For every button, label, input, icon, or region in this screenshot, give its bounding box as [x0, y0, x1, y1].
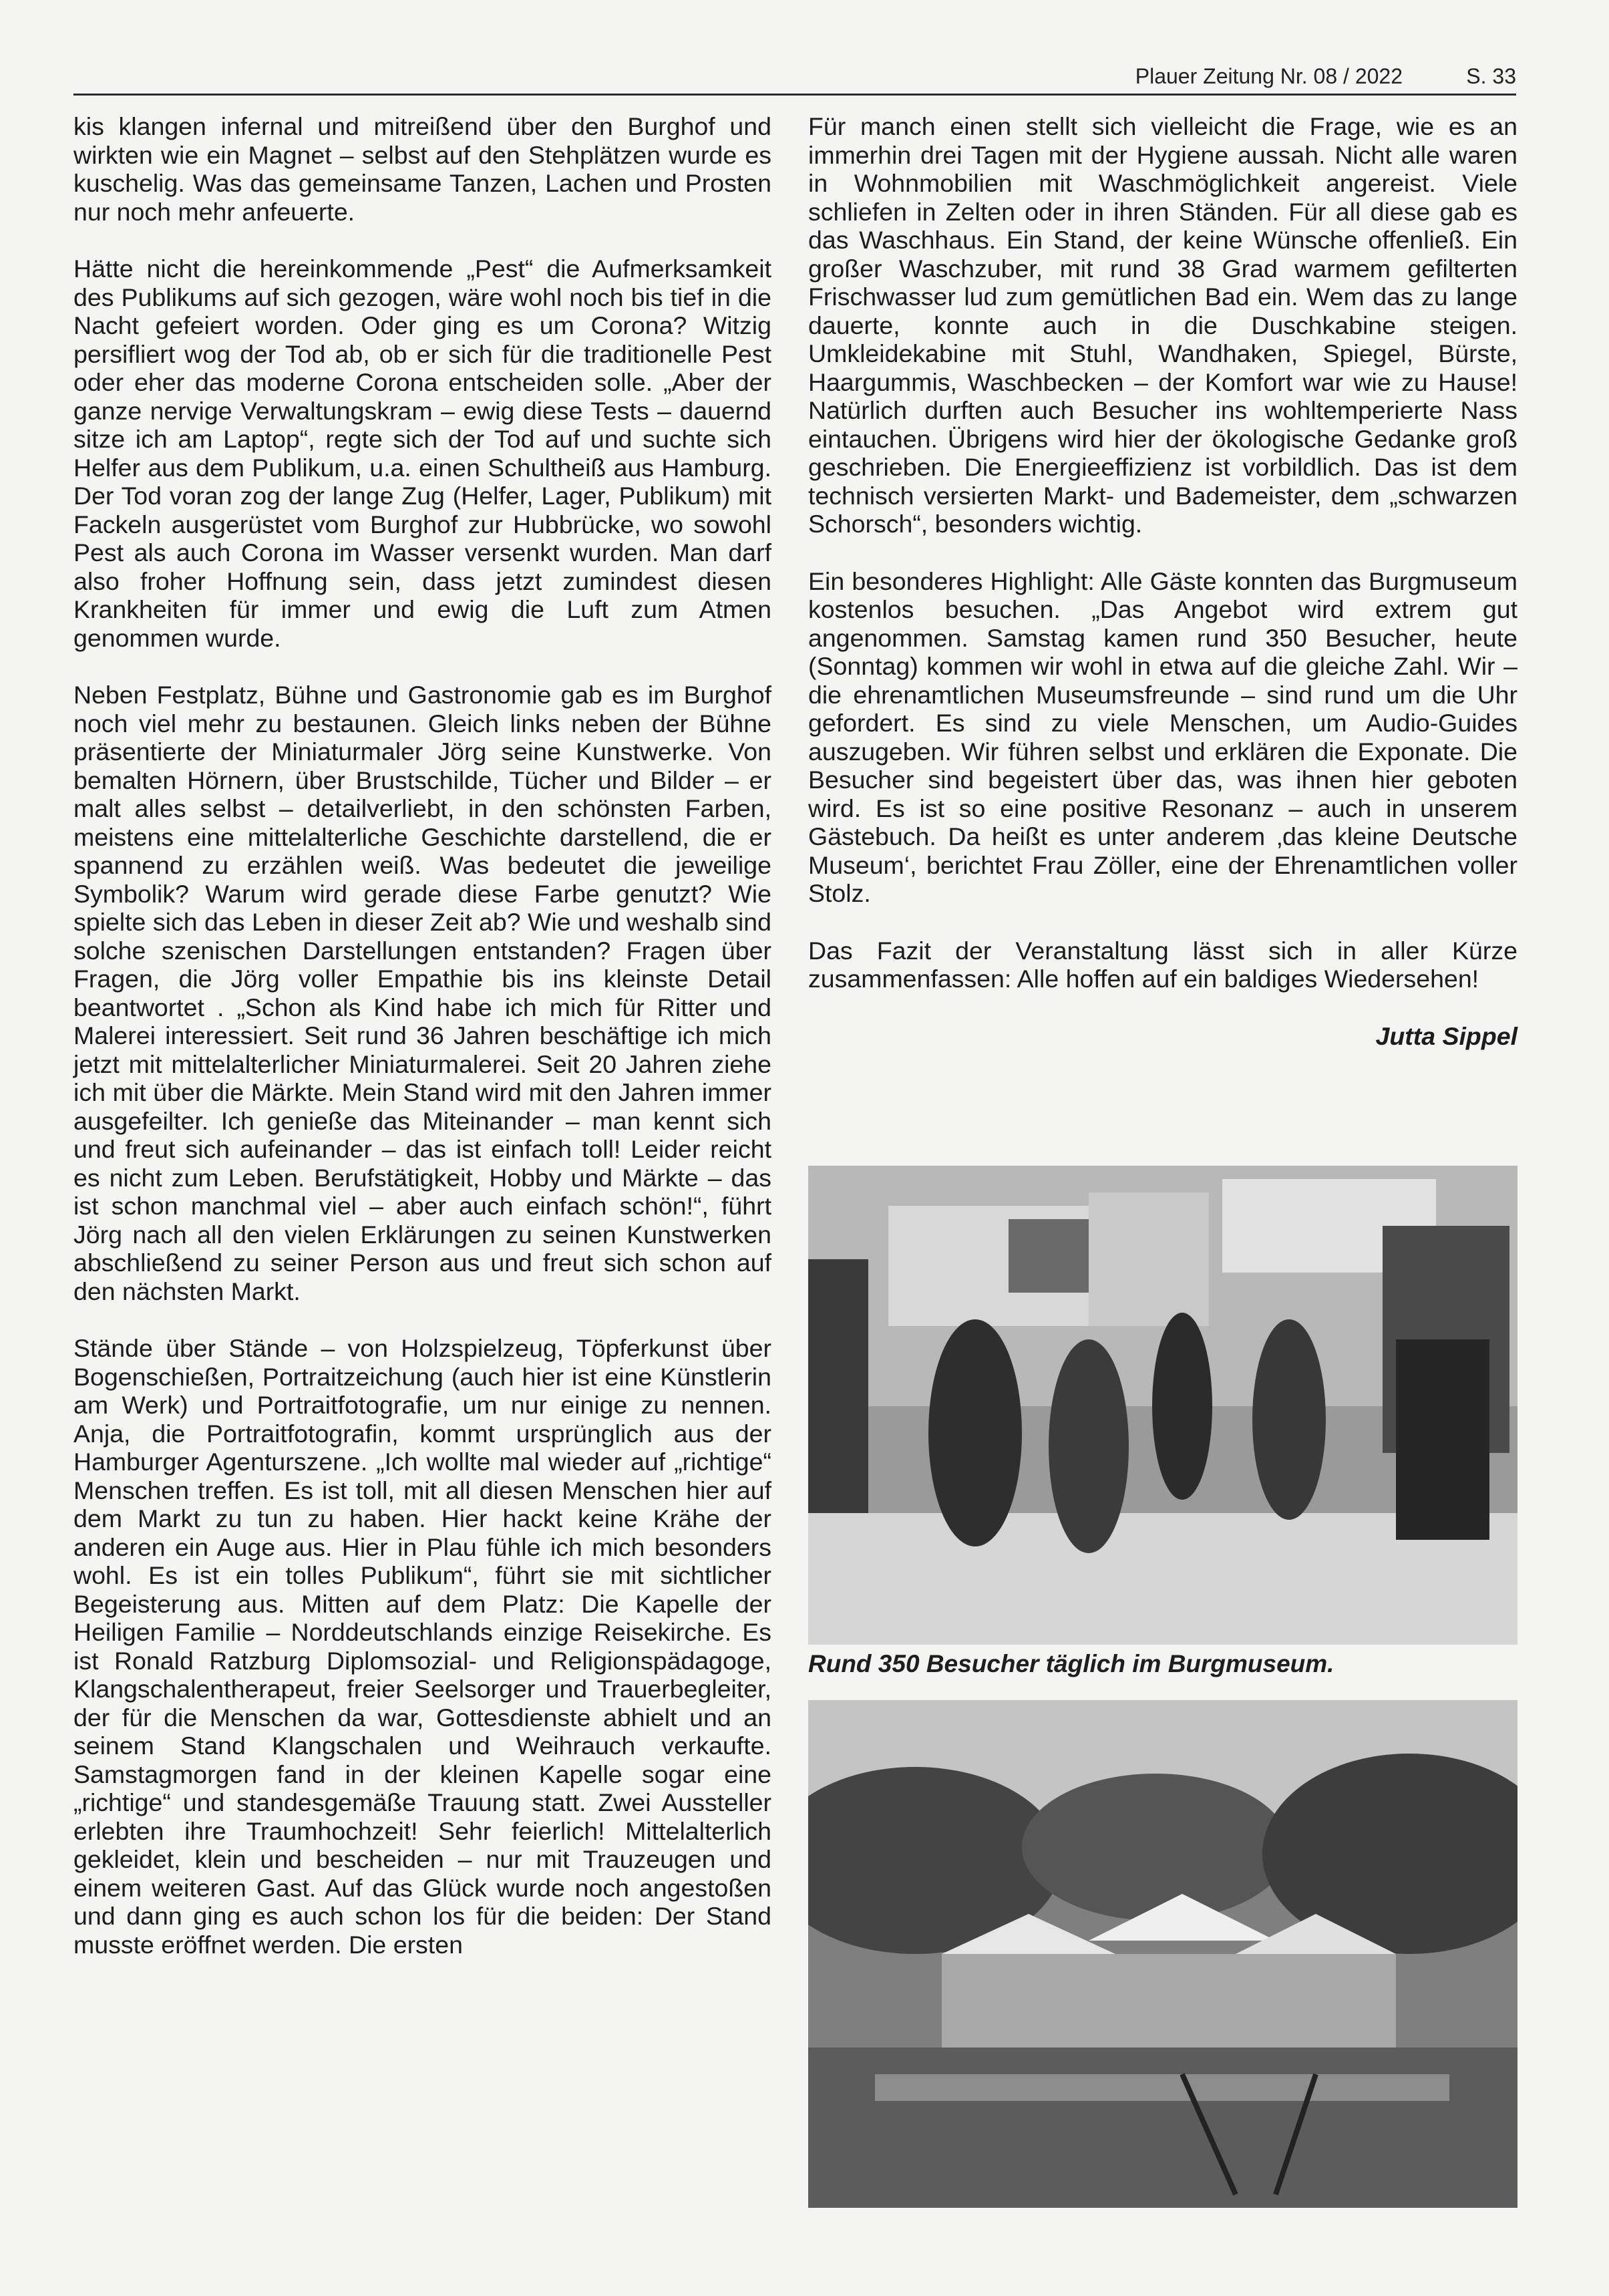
author-byline: Jutta Sippel: [1375, 1021, 1517, 1050]
left-column: [73, 112, 771, 1987]
paragraph: Hätte nicht die hereinkommende „Pest“ die Aufmerksamkeit des Publikums auf sich gezogen, wäre wohl noch bis tief in die Nacht gefeiert worden. Oder ging es um Corona? Witzig persifliert wog der Tod ab, ob er sich für die traditionelle Pest oder eher das moderne Corona entscheiden solle. „Aber der ganze nervige Verwaltungskram – ewig diese Tests – dauernd sitze ich am Laptop“, regte sich der Tod auf und suchte sich Helfer aus dem Publikum, u.a. einen Schultheiß aus Hamburg. Der Tod voran zog der lange Zug (Helfer, Lager, Publikum) mit Fackeln ausgerüstet vom Burghof zur Hubbrücke, wo sowohl Pest als auch Corona im Wasser versenkt wurden. Man darf also froher Hoffnung sein, dass jetzt zumindest diesen Krankheiten für immer und ewig die Luft zum Atmen genommen wurde.: [73, 255, 771, 652]
museum-photo-image: [808, 1166, 1517, 1645]
paragraph: Stände über Stände – von Holzspielzeug, Töpferkunst über Bogenschießen, Portraitzeichung (auch hier ist eine Künstlerin am Werk) und Portraitfotografie, um nur einige zu nennen. Anja, die Portraitfotografin, kommt ursprünglich aus der Hamburger Agenturszene. „Ich wollte mal wieder auf „richtige“ Menschen treffen. Es ist toll, mit all diesen Menschen hier auf dem Markt zu tun zu haben. Hier hackt keine Krähe der anderen ein Auge aus. Hier in Plau fühle ich mich besonders wohl. Es ist ein tolles Publikum“, führt sie mit sichtlicher Begeisterung aus. Mitten auf dem Platz: Die Kapelle der Heiligen Familie – Norddeutschlands einzige Reisekirche. Es ist Ronald Ratzburg Diplomsozial- und Religionspädagoge, Klangschalentherapeut, freier Seelsorger und Trauerbegleiter, der für die Menschen da war, Gottesdienste abhielt und an seinem Stand Klangschalen und Weihrauch verkaufte. Samstagmorgen fand in der kleinen Kapelle sogar eine „richtige“ und standesgemäße Trauung statt. Zwei Aussteller erlebten ihre Traumhochzeit! Sehr feierlich! Mittelalterlich gekleidet, klein und bescheiden – nur mit Trauzeugen und einem weiteren Gast. Auf das Glück wurde noch angestoßen und dann ging es auch schon los für die beiden: Der Stand musste eröffnet werden. Die ersten: [73, 1334, 771, 1959]
paragraph: Ein besonderes Highlight: Alle Gäste konnten das Burgmuseum kostenlos besuchen. „Das Angebot wird extrem gut angenommen. Samstag kamen rund 350 Besucher, heute (Sonntag) kommen wir wohl in etwa auf die gleiche Zahl. Wir – die ehrenamtlichen Museumsfreunde – sind rund um die Uhr gefordert. Es sind zu viele Menschen, um Audio-Guides auszugeben. Wir führen selbst und erklären die Exponate. Die Besucher sind begeistert über das, was ihnen hier geboten wird. Es ist so eine positive Resonanz – auch in unserem Gästebuch. Da heißt es unter anderem ‚das kleine Deutsche Museum‘, berichtet Frau Zöller, eine der Ehrenamtlichen voller Stolz.: [808, 566, 1517, 907]
museum-photo-caption: Rund 350 Besucher täglich im Burgmuseum.: [808, 1650, 1334, 1677]
paragraph: Für manch einen stellt sich vielleicht die Frage, wie es an immerhin drei Tagen mit der Hygiene aussah. Nicht alle waren in Wohnmobilien mit Waschmöglichkeit angereist. Viele schliefen in Zelten oder in ihren Ständen. Für all diese gab es das Waschhaus. Ein Stand, der keine Wünsche offenließ. Ein großer Waschzuber, mit rund 38 Grad warmem gefilterten Frischwasser lud zum gemütlichen Bad ein. Wem das zu lange dauerte, konnte auch in die Duschkabine steigen. Umkleidekabine mit Stuhl, Wandhaken, Spiegel, Bürste, Haargummis, Waschbecken – der Komfort war wie zu Hause! Natürlich durften auch Besucher ins wohltemperierte Nass eintauchen. Übrigens wird hier der ökologische Gedanke groß geschrieben. Die Energieeffizienz ist vorbildlich. Das ist dem technisch versierten Markt- und Bademeister, dem „schwarzen Schorsch“, besonders wichtig.: [808, 112, 1517, 538]
museum-photo: [808, 1166, 1517, 1645]
market-photo: [808, 1700, 1517, 2208]
market-photo-image: [808, 1700, 1517, 2208]
publication-name: Plauer Zeitung Nr. 08 / 2022: [1135, 64, 1403, 88]
paragraph: Neben Festplatz, Bühne und Gastronomie gab es im Burghof noch viel mehr zu bestaunen. Gleich links neben der Bühne präsentierte der Miniaturmaler Jörg seine Kunstwerke. Von bemalten Hörnern, über Brustschilde, Tücher und Bilder – er malt alles selbst – detailverliebt, in den schönsten Farben, meistens eine mittelalterliche Geschichte darstellend, die er spannend zu erzählen weiß. Was bedeutet die jeweilige Symbolik? Warum wird gerade diese Farbe genutzt? Wie spielte sich das Leben in dieser Zeit ab? Wie und weshalb sind solche szenischen Darstellungen entstanden? Fragen über Fragen, die Jörg voller Empathie bis ins kleinste Detail beantwortet . „Schon als Kind habe ich mich für Ritter und Malerei interessiert. Seit rund 36 Jahren beschäftige ich mich jetzt mit mittelalterlicher Miniaturmalerei. Seit 20 Jahren ziehe ich mit über die Märkte. Mein Stand wird mit den Jahren immer ausgefeilter. Ich genieße das Miteinander – man kennt sich und freut sich aufeinander – das ist einfach toll! Leider reicht es nicht zum Leben. Berufstätigkeit, Hobby und Märkte – das ist schon manchmal viel – aber auch einfach schön!“, führt Jörg nach all den vielen Erklärungen zu seinen Kunstwerken abschließend zu seiner Person aus und freut sich schon auf den nächsten Markt.: [73, 681, 771, 1305]
page-header: [73, 59, 1516, 96]
paragraph: Das Fazit der Veranstaltung lässt sich in aller Kürze zusammenfassen: Alle hoffen auf ein baldiges Wiedersehen!: [808, 936, 1517, 993]
page-number: S. 33: [1466, 64, 1516, 88]
paragraph: kis klangen infernal und mitreißend über den Burghof und wirkten wie ein Magnet – selbst auf den Stehplätzen wurde es kuschelig. Was das gemeinsame Tanzen, Lachen und Prosten nur noch mehr anfeuerte.: [73, 112, 771, 226]
right-column: [808, 112, 1517, 1079]
